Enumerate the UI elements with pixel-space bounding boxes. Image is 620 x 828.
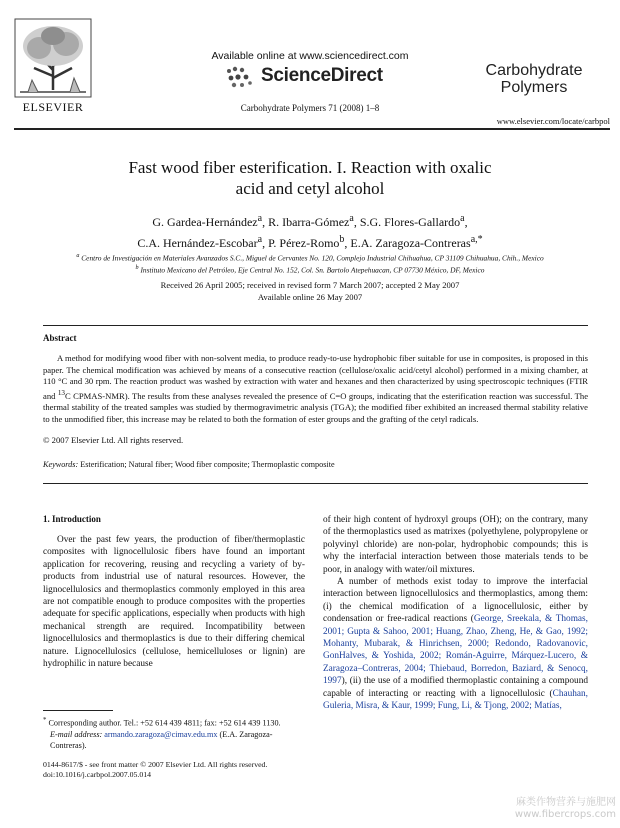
front-matter-issn: 0144-8617/$ - see front matter © 2007 Elsevier Ltd. All rights reserved. xyxy=(43,760,268,769)
author-affiliation-mark: a xyxy=(257,213,263,224)
sciencedirect-wordmark: ScienceDirect xyxy=(261,65,383,86)
author-name: R. Ibarra-Gómez xyxy=(268,215,350,229)
abstract-copyright: © 2007 Elsevier Ltd. All rights reserved. xyxy=(43,435,184,445)
received-dates: Received 26 April 2005; received in revised form 7 March 2007; accepted 2 May 2007 xyxy=(160,280,460,290)
journal-url-link[interactable]: www.elsevier.com/locate/carbpol xyxy=(496,116,610,126)
online-date: Available online 26 May 2007 xyxy=(257,292,363,302)
sciencedirect-dots-icon xyxy=(225,66,255,90)
footnote-email-line xyxy=(43,729,305,751)
author-line2 xyxy=(40,231,580,252)
left-column-text xyxy=(43,534,305,670)
affiliation-a xyxy=(25,251,595,263)
citation-link[interactable]: George, Sreekala, & Thomas, 2001; Gupta & Sahoo, 2001; Huang, Zhao, Zheng, He, & Gao, 1992; Mohanty, Mubarak, & Hinrichsen, 2000; Redondo, Radovanovic, GonHalves, & Yoshida, 2002; Román-Aguirre, Márquez-Lucero, & Zaragoza–Contreras, 2004; Thiebaud, Borredon, Baziard, & Senocq, 1997 xyxy=(323,614,589,687)
article-title-line2: acid and cetyl alcohol xyxy=(235,179,385,198)
footnote-line xyxy=(43,715,305,729)
abstract-bottom-rule xyxy=(43,483,588,484)
abstract-text xyxy=(43,353,588,425)
watermark-line2: www.fibercrops.com xyxy=(514,809,616,820)
affiliation-mark: a xyxy=(76,253,80,259)
citation-link[interactable]: Chauhan, Guleria, Misra, & Kaur, 1999; Fung, Li, & Tjong, 2002; Matías, xyxy=(323,688,588,712)
journal-name xyxy=(460,62,608,96)
author-line1 xyxy=(40,210,580,231)
author-separator: , xyxy=(262,236,269,250)
author-affiliation-mark: b xyxy=(339,234,345,245)
header-rule xyxy=(14,128,610,130)
author-name: P. Pérez-Romo xyxy=(268,236,340,250)
author-separator: , xyxy=(344,236,351,250)
affiliation-text: Centro de Investigación en Materiales Avanzados S.C., Miguel de Cervantes No. 120, Complejo Industrial Chihuahua, CP 31109 Chihuahua, Chih., Mexico xyxy=(81,253,544,263)
elsevier-wordmark: ELSEVIER xyxy=(22,100,84,114)
footnote-rule xyxy=(43,710,113,711)
journal-name-line1: Carbohydrate xyxy=(485,62,583,79)
article-title-line1: Fast wood fiber esterification. I. Reaction with oxalic xyxy=(128,158,492,177)
author-separator: , xyxy=(353,215,360,229)
elsevier-logo xyxy=(14,18,92,114)
section-heading-introduction: 1. Introduction xyxy=(43,514,101,524)
isotope-superscript: 13 xyxy=(57,388,65,397)
author-name: S.G. Flores-Gallardo xyxy=(359,215,461,229)
footnote-contact: Corresponding author. Tel.: +52 614 439 4811; fax: +52 614 439 1130. xyxy=(48,718,281,728)
front-matter-doi[interactable]: doi:10.1016/j.carbpol.2007.05.014 xyxy=(43,770,152,779)
corresponding-author-footnote xyxy=(43,715,305,751)
journal-name-line2: Polymers xyxy=(500,79,568,96)
abstract-top-rule xyxy=(43,325,588,326)
abstract-heading: Abstract xyxy=(43,333,77,343)
author-affiliation-mark: a xyxy=(257,234,263,245)
email-label: E-mail address: xyxy=(50,729,103,739)
journal-citation: Carbohydrate Polymers 71 (2008) 1–8 xyxy=(240,103,380,113)
abstract-text-part1: A method for modifying wood fiber with non-solvent media, to produce ready-to-use hydrophobic fiber suitable for use in composites, is proposed in this paper. The chemical modification was achieved by means of a consecutive reaction (cellulose/oxalic acid/cetyl alcohol) performed in a mixing chamber, at 110 °C and 30 rpm. The reaction product was washed by extraction with water and hexanes and then characterized by using spectroscopic techniques (FTIR and xyxy=(43,353,588,401)
keywords-label: Keywords: xyxy=(43,460,79,469)
paragraph-text: A number of methods exist today to improve the interfacial interaction between lignocellulosics and thermoplastics, among them: (i) the chemical modification of a lignocellulosic, either by condensation or free-radical reactions ( xyxy=(323,577,588,625)
author-affiliation-mark: a,* xyxy=(470,234,483,245)
author-name: E.A. Zaragoza-Contreras xyxy=(350,236,471,250)
affiliation-mark: b xyxy=(135,265,139,272)
right-column-text xyxy=(323,514,588,713)
affiliation-text: Instituto Mexicano del Petróleo, Eje Central No. 152, Col. Sn. Bartolo Atepehuacan, CP 07730 México, DF, Mexico xyxy=(140,265,485,275)
affiliations xyxy=(25,251,595,276)
keywords-list: Esterification; Natural fiber; Wood fiber composite; Thermoplastic composite xyxy=(80,460,335,469)
author-separator: , xyxy=(464,215,468,229)
sciencedirect-logo xyxy=(225,65,400,91)
email-suffix: (E.A. Zaragoza-Contreras). xyxy=(50,729,273,750)
watermark-line1: 麻类作物营养与施肥网 xyxy=(516,797,616,808)
author-separator: , xyxy=(262,215,269,229)
available-online-text: Available online at www.sciencedirect.com xyxy=(211,50,409,62)
intro-paragraph-2 xyxy=(323,576,588,712)
paragraph-text: ), (ii) the use of a modified thermoplastic containing a compound capable of interacting or reacting with a lignocellulosic ( xyxy=(323,676,588,699)
front-matter xyxy=(43,760,343,780)
intro-paragraph-1: Over the past few years, the production of fiber/thermoplastic composites with lignocellulosic fibers have found an important application for recovering, reusing and recycling a variety of by-products from industrial use of natural resources. However, the lignocellulosics and thermoplastics commonly employed in this area are not compatible enough to produce composites with the properties adequate for specific applications, especially when products with high mechanical strength are required. Incompatibility between lignocellulosics and thermoplastics is due to their differing chemical nature. Lignocellulosics (cellulose, hemicelluloses or lignin) are hydrophilic in nature because xyxy=(43,535,305,670)
article-dates xyxy=(40,279,580,303)
footnote-star: * xyxy=(43,717,47,724)
author-list xyxy=(40,210,580,252)
author-affiliation-mark: a xyxy=(349,213,354,224)
keywords xyxy=(43,460,588,469)
intro-paragraph-continued: of their high content of hydroxyl groups (OH); on the contrary, many of the thermoplastics used as matrixes (polyethylene, polypropylene or polyvinyl chloride) are non-polar, hydrophobic compounds; this is why the interfacial interaction between those materials tends to be poor, in analogy with water/oil mixtures. xyxy=(323,515,588,575)
article-title xyxy=(40,157,580,199)
affiliation-b xyxy=(25,263,595,275)
email-link[interactable]: armando.zaragoza@cimav.edu.mx xyxy=(104,729,218,739)
elsevier-tree-icon xyxy=(14,18,92,98)
site-watermark xyxy=(468,797,616,821)
abstract-text-part2: C CPMAS-NMR). The results from these analyses revealed the presence of C=O groups, indicating that the esterification reaction was successful. The thermal stability of the treated samples was studied by thermogravimetric analysis (TGA); the modified fiber exhibited an increased thermal stability relative to the unmodified fiber, this increase may be related to both the formation of ester groups and the grafting of the cetyl radicals. xyxy=(43,390,589,424)
author-name: G. Gardea-Hernández xyxy=(152,215,258,229)
author-affiliation-mark: a xyxy=(460,213,465,224)
author-name: C.A. Hernández-Escobar xyxy=(137,236,258,250)
